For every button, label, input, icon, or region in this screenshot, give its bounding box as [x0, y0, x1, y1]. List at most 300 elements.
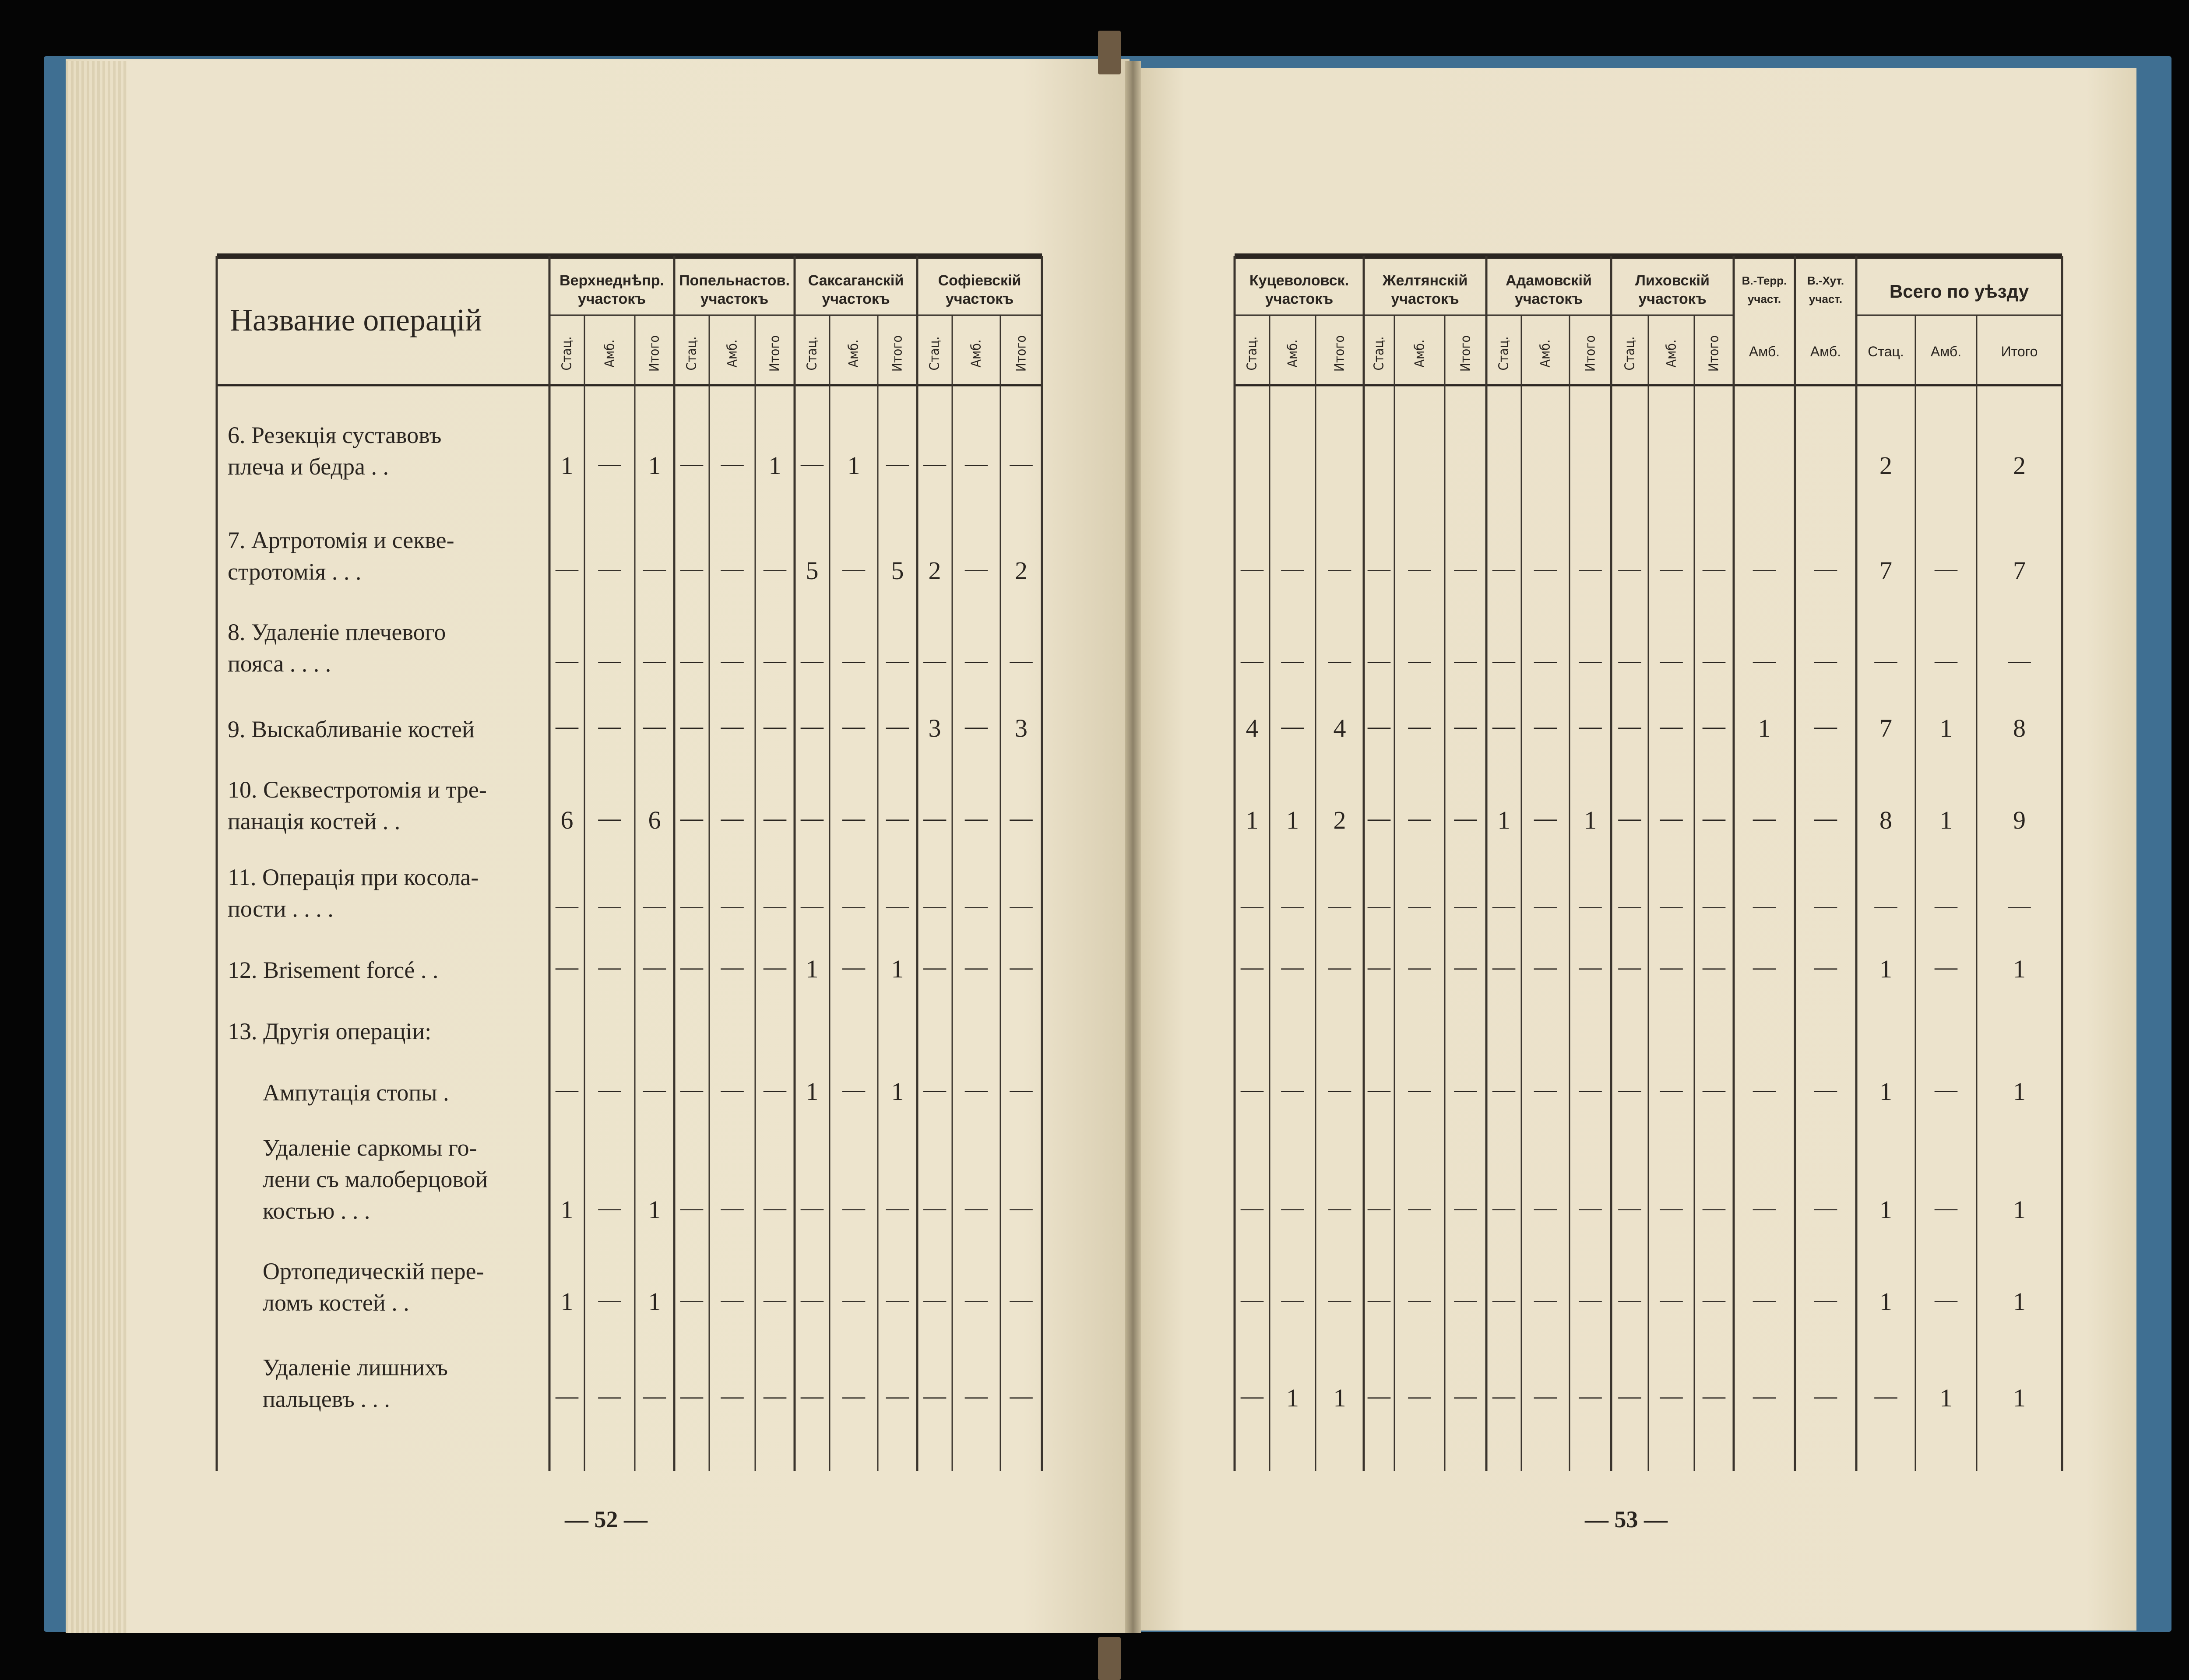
table-cell: — [1281, 955, 1304, 980]
table-title: Название операцій [230, 302, 482, 337]
table-cell: — [965, 1384, 988, 1409]
column-subheader: Стац. [804, 336, 820, 371]
table-cell: 1 [768, 451, 781, 480]
table-cell: — [1660, 1195, 1683, 1220]
table-cell: — [1753, 1077, 1776, 1102]
table-cell: 7 [1879, 556, 1892, 585]
table-cell: — [1454, 1195, 1477, 1220]
column-subheader: Амб. [602, 339, 617, 368]
table-cell: 1 [2013, 1077, 2026, 1106]
table-cell: — [1368, 1287, 1390, 1312]
table-cell: — [1660, 1384, 1683, 1409]
table-cell: 2 [928, 556, 941, 585]
table-cell: — [1492, 648, 1515, 673]
table-cell: — [1241, 648, 1263, 673]
table-cell: 1 [1758, 714, 1771, 742]
table-cell: — [721, 1287, 744, 1312]
table-cell: — [1753, 955, 1776, 980]
column-subheader: Итого [1706, 335, 1722, 372]
table-cell: — [1660, 714, 1683, 739]
table-cell: — [886, 1287, 909, 1312]
table-cell: — [886, 1384, 909, 1409]
table-cell: — [1579, 1287, 1602, 1312]
column-group-header: В.-Терр. участ. [1742, 274, 1787, 306]
table-cell: — [1534, 806, 1557, 831]
table-cell: — [1454, 806, 1477, 831]
table-cell: — [764, 648, 786, 673]
table-cell: — [1703, 1384, 1725, 1409]
table-cell: — [556, 648, 578, 673]
table-cell: — [556, 955, 578, 980]
table-cell: 1 [560, 1287, 574, 1316]
table-cell: 1 [2013, 1384, 2026, 1412]
table-cell: — [598, 1195, 621, 1220]
table-cell: — [1703, 955, 1725, 980]
table-cell: — [1010, 451, 1033, 476]
table-cell: — [1753, 1195, 1776, 1220]
table-cell: — [1579, 648, 1602, 673]
table-cell: — [965, 893, 988, 918]
table-cell: — [1814, 714, 1837, 739]
table-cell: — [1579, 556, 1602, 581]
table-cell: 1 [1333, 1384, 1346, 1412]
table-cell: 1 [1879, 1195, 1892, 1224]
table-cell: — [1328, 1077, 1351, 1102]
table-cell: — [1010, 648, 1033, 673]
table-cell: — [1753, 893, 1776, 918]
table-cell: 1 [1939, 1384, 1953, 1412]
table-cell: 3 [928, 714, 941, 742]
table-cell: — [643, 714, 666, 739]
column-subheader: Итого [1583, 335, 1598, 372]
table-cell: — [1454, 893, 1477, 918]
column-group-header: Лиховскій участокъ [1635, 272, 1710, 307]
table-cell: — [1328, 1287, 1351, 1312]
table-cell: 1 [891, 1077, 904, 1106]
table-cell: 1 [891, 955, 904, 983]
table-cell: — [965, 1195, 988, 1220]
table-cell: — [801, 648, 824, 673]
table-cell: — [1618, 806, 1641, 831]
operation-label: Ортопедическій пере- [263, 1258, 484, 1284]
table-cell: — [598, 714, 621, 739]
table-cell: — [1579, 714, 1602, 739]
table-cell: — [1660, 955, 1683, 980]
table-cell: — [721, 893, 744, 918]
table-cell: 1 [560, 451, 574, 480]
operation-label: лени съ малоберцовой [263, 1166, 488, 1192]
column-subheader: Стац. [1496, 336, 1512, 371]
table-cell: — [1874, 893, 1897, 918]
table-cell: — [1660, 1287, 1683, 1312]
table-cell: — [1408, 1384, 1431, 1409]
table-cell: — [1241, 1287, 1263, 1312]
table-cell: — [721, 1384, 744, 1409]
table-cell: 1 [1286, 806, 1299, 834]
table-cell: — [1534, 648, 1557, 673]
table-cell: — [598, 893, 621, 918]
table-cell: — [1328, 1195, 1351, 1220]
table-cell: — [556, 1077, 578, 1102]
operation-label: плеча и бедра . . [228, 453, 389, 480]
table-cell: — [643, 955, 666, 980]
table-cell: — [842, 806, 865, 831]
table-cell: — [598, 451, 621, 476]
operation-label: 10. Секвестротомія и тре- [228, 777, 487, 803]
table-cell: — [1408, 955, 1431, 980]
column-subheader: Итого [1332, 335, 1348, 372]
table-cell: — [1454, 955, 1477, 980]
table-cell: — [1534, 1195, 1557, 1220]
table-cell: 1 [1879, 1077, 1892, 1106]
table-cell: — [965, 556, 988, 581]
table-cell: — [764, 1384, 786, 1409]
table-cell: — [1618, 714, 1641, 739]
table-cell: — [1618, 556, 1641, 581]
table-cell: — [1454, 1384, 1477, 1409]
table-cell: — [965, 1077, 988, 1102]
column-subheader: Стац. [684, 336, 700, 371]
table-cell: — [965, 648, 988, 673]
column-group-header: Саксаганскій участокъ [808, 272, 904, 307]
table-cell: — [801, 1287, 824, 1312]
table-cell: 1 [806, 955, 819, 983]
table-cell: — [721, 806, 744, 831]
table-cell: 2 [1333, 806, 1346, 834]
table-cell: — [801, 451, 824, 476]
table-cell: — [680, 1077, 703, 1102]
operation-label: ломъ костей . . [263, 1290, 409, 1316]
column-subheader: Итого [2001, 344, 2038, 359]
table-cell: — [965, 955, 988, 980]
operation-label: 6. Резекція суставовъ [228, 422, 442, 448]
table-cell: 6 [648, 806, 661, 834]
operation-label: Ампутація стопы . [263, 1079, 449, 1106]
table-cell: — [1753, 806, 1776, 831]
column-subheader: Амб. [1538, 339, 1553, 368]
table-cell: — [1328, 648, 1351, 673]
table-cell: — [1703, 1195, 1725, 1220]
table-cell: — [886, 648, 909, 673]
table-cell: 8 [1879, 806, 1892, 834]
operation-label: 7. Артротомія и секве- [228, 527, 454, 553]
table-cell: — [1010, 1195, 1033, 1220]
column-subheader: Амб. [1412, 339, 1427, 368]
table-cell: — [1368, 893, 1390, 918]
table-cell: — [1010, 955, 1033, 980]
table-cell: — [643, 556, 666, 581]
table-cell: — [1408, 1195, 1431, 1220]
table-cell: — [1241, 1195, 1263, 1220]
table-cell: — [680, 556, 703, 581]
column-group-header: Желтянскій участокъ [1382, 272, 1468, 307]
table-cell: — [764, 893, 786, 918]
table-cell: — [1618, 1195, 1641, 1220]
table-cell: — [842, 955, 865, 980]
table-cell: — [842, 1287, 865, 1312]
table-cell: — [1660, 556, 1683, 581]
column-group-header: Верхнеднѣпр. участокъ [560, 272, 664, 307]
table-cell: 8 [2013, 714, 2026, 742]
table-cell: — [1328, 955, 1351, 980]
table-cell: 7 [1879, 714, 1892, 742]
table-cell: — [764, 1077, 786, 1102]
table-cell: 9 [2013, 806, 2026, 834]
table-cell: — [886, 714, 909, 739]
table-cell: 1 [1286, 1384, 1299, 1412]
table-cell: 4 [1333, 714, 1346, 742]
column-subheader: Амб. [1285, 339, 1300, 368]
table-cell: — [1534, 1077, 1557, 1102]
table-cell: — [923, 648, 946, 673]
table-cell: — [1660, 893, 1683, 918]
table-cell: 5 [806, 556, 819, 585]
table-cell: — [842, 714, 865, 739]
table-cell: — [923, 1384, 946, 1409]
table-cell: — [643, 893, 666, 918]
table-cell: 1 [1939, 806, 1953, 834]
page-number-right: — 53 — [1585, 1506, 1668, 1532]
column-subheader: Амб. [1664, 339, 1679, 368]
table-cell: — [598, 556, 621, 581]
column-subheader: Амб. [725, 339, 740, 368]
table-cell: — [1454, 714, 1477, 739]
table-cell: — [556, 1384, 578, 1409]
table-cell: — [1753, 556, 1776, 581]
table-cell: — [886, 806, 909, 831]
table-cell: — [1368, 714, 1390, 739]
table-cell: — [1534, 556, 1557, 581]
column-subheader: Итого [1458, 335, 1473, 372]
table-cell: — [643, 1384, 666, 1409]
table-cell: — [1492, 1077, 1515, 1102]
table-cell: — [1328, 893, 1351, 918]
table-cell: 1 [1939, 714, 1953, 742]
table-cell: — [1618, 893, 1641, 918]
table-cell: — [842, 1195, 865, 1220]
table-cell: — [965, 714, 988, 739]
page-number-left: — 52 — [565, 1506, 648, 1532]
table-cell: — [801, 714, 824, 739]
table-cell: 4 [1246, 714, 1259, 742]
table-cell: — [556, 714, 578, 739]
table-cell: — [923, 1077, 946, 1102]
operation-label: 11. Операція при косола- [228, 864, 479, 890]
table-cell: — [1703, 556, 1725, 581]
table-cell: — [1328, 556, 1351, 581]
operation-label: 9. Выскабливаніе костей [228, 716, 475, 742]
table-cell: — [1281, 648, 1304, 673]
table-cell: — [886, 893, 909, 918]
table-cell: 1 [2013, 1287, 2026, 1316]
table-cell: — [1814, 1195, 1837, 1220]
table-cell: — [1454, 556, 1477, 581]
table-cell: 3 [1015, 714, 1028, 742]
table-cell: — [842, 1384, 865, 1409]
table-cell: — [801, 1384, 824, 1409]
table-cell: — [598, 955, 621, 980]
table-cell: — [1408, 893, 1431, 918]
table-cell: — [1454, 1077, 1477, 1102]
table-cell: — [1241, 893, 1263, 918]
table-cell: — [721, 714, 744, 739]
table-cell: — [1579, 893, 1602, 918]
table-cell: 1 [560, 1195, 574, 1224]
table-cell: — [1368, 648, 1390, 673]
column-group-header: Всего по уѣзду [1889, 281, 2029, 302]
table-cell: — [923, 1195, 946, 1220]
table-cell: — [680, 714, 703, 739]
table-cell: — [1935, 1077, 1957, 1102]
table-cell: — [556, 556, 578, 581]
table-cell: — [643, 1077, 666, 1102]
table-cell: — [721, 648, 744, 673]
table-cell: — [1703, 648, 1725, 673]
table-cell: — [1579, 955, 1602, 980]
table-cell: — [1660, 806, 1683, 831]
operation-label: стротомія . . . [228, 559, 362, 585]
table-cell: — [842, 556, 865, 581]
table-cell: — [1492, 893, 1515, 918]
table-cell: — [965, 1287, 988, 1312]
table-cell: — [923, 893, 946, 918]
operation-label: Удаленіе саркомы го- [263, 1135, 477, 1161]
table-cell: — [680, 1287, 703, 1312]
table-cell: — [1492, 955, 1515, 980]
table-cell: — [1753, 1384, 1776, 1409]
table-cell: 6 [560, 806, 574, 834]
table-cell: — [1281, 1195, 1304, 1220]
table-cell: — [1534, 893, 1557, 918]
table-cell: — [1935, 1195, 1957, 1220]
operation-label: 13. Другія операціи: [228, 1018, 432, 1044]
table-cell: — [764, 955, 786, 980]
table-cell: — [965, 451, 988, 476]
table-cell: 1 [2013, 1195, 2026, 1224]
table-cell: — [1935, 1287, 1957, 1312]
table-cell: — [1935, 955, 1957, 980]
table-cell: — [1408, 648, 1431, 673]
table-cell: 1 [1879, 955, 1892, 983]
table-cell: — [764, 1195, 786, 1220]
column-subheader: Амб. [1749, 344, 1780, 359]
operation-label: пояса . . . . [228, 650, 331, 677]
table-cell: — [1703, 714, 1725, 739]
column-subheader: Итого [767, 335, 783, 372]
table-cell: — [1368, 1077, 1390, 1102]
column-subheader: Стац. [1371, 336, 1387, 371]
operation-label: 8. Удаленіе плечевого [228, 619, 446, 645]
table-cell: 1 [648, 1287, 661, 1316]
table-cell: — [1534, 955, 1557, 980]
table-cell: 2 [2013, 451, 2026, 480]
table-cell: — [721, 955, 744, 980]
column-subheader: Стац. [1622, 336, 1637, 371]
table-cell: — [801, 893, 824, 918]
table-cell: — [1814, 893, 1837, 918]
table-cell: — [1814, 648, 1837, 673]
column-subheader: Амб. [1930, 344, 1962, 359]
table-cell: — [923, 1287, 946, 1312]
table-cell: 1 [648, 451, 661, 480]
table-cell: — [680, 1384, 703, 1409]
table-cell: — [1492, 1195, 1515, 1220]
table-cell: — [764, 1287, 786, 1312]
table-cell: 2 [1879, 451, 1892, 480]
table-cell: — [1454, 1287, 1477, 1312]
table-cell: — [1874, 648, 1897, 673]
table-cell: — [764, 714, 786, 739]
table-cell: — [1281, 893, 1304, 918]
table-cell: — [1408, 806, 1431, 831]
table-cell: — [1814, 1384, 1837, 1409]
table-cell: 7 [2013, 556, 2026, 585]
table-cell: — [2008, 648, 2031, 673]
table-cell: — [923, 955, 946, 980]
column-subheader: Стац. [1868, 344, 1904, 359]
table-cell: — [1703, 893, 1725, 918]
table-cell: — [680, 893, 703, 918]
table-cell: — [1753, 648, 1776, 673]
table-cell: — [721, 1077, 744, 1102]
column-group-header: Попельнастов. участокъ [679, 272, 790, 307]
operation-label: пости . . . . [228, 896, 334, 922]
table-cell: — [1579, 1384, 1602, 1409]
operation-label: пальцевъ . . . [263, 1386, 390, 1412]
table-cell: — [1660, 648, 1683, 673]
table-cell: — [1814, 1287, 1837, 1312]
table-cell: — [680, 648, 703, 673]
table-cell: — [1618, 1287, 1641, 1312]
table-cell: — [842, 893, 865, 918]
table-cell: — [923, 451, 946, 476]
table-cell: — [1368, 1384, 1390, 1409]
table-cell: — [598, 806, 621, 831]
table-cell: — [1618, 955, 1641, 980]
table-cell: — [598, 648, 621, 673]
column-subheader: Амб. [968, 339, 984, 368]
table-cell: — [1935, 893, 1957, 918]
table-cell: — [1492, 1384, 1515, 1409]
table-cell: — [1534, 714, 1557, 739]
column-subheader: Амб. [846, 339, 862, 368]
table-cell: — [923, 806, 946, 831]
table-cell: — [721, 1195, 744, 1220]
table-cell: — [1241, 1384, 1263, 1409]
table-cell: — [680, 806, 703, 831]
table-cell: — [1618, 648, 1641, 673]
table-cell: 1 [648, 1195, 661, 1224]
table-cell: — [1703, 1077, 1725, 1102]
column-group-header: Адамовскій участокъ [1506, 272, 1592, 307]
table-cell: — [886, 1195, 909, 1220]
table-cell: — [1281, 1287, 1304, 1312]
operation-label: костью . . . [263, 1198, 370, 1224]
table-cell: — [1281, 1077, 1304, 1102]
table-cell: — [1408, 556, 1431, 581]
table-cell: — [598, 1287, 621, 1312]
table-cell: — [598, 1384, 621, 1409]
table-cell: — [1010, 806, 1033, 831]
table-cell: — [1408, 1077, 1431, 1102]
table-cell: — [1408, 714, 1431, 739]
table-cell: — [598, 1077, 621, 1102]
table-cell: — [1703, 806, 1725, 831]
table-cell: — [1814, 1077, 1837, 1102]
table-cell: — [1010, 1077, 1033, 1102]
column-subheader: Стац. [927, 336, 943, 371]
table-cell: — [1408, 1287, 1431, 1312]
